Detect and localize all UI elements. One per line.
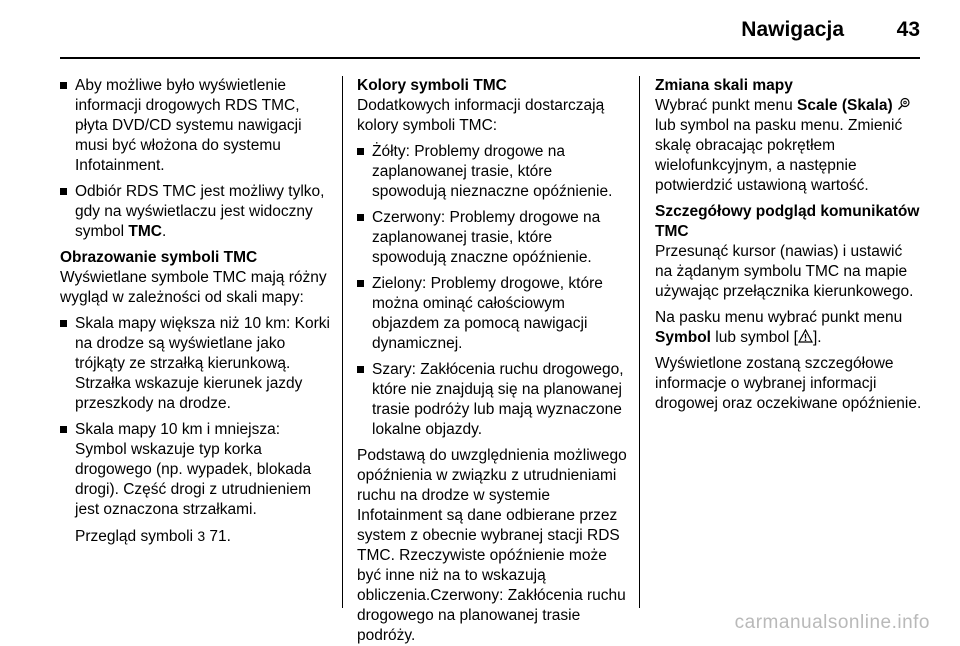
paragraph: Wyświetlone zostaną szczegółowe informacje o wybranej informacji drogowej oraz oczekiwane opóźnienie. [655,355,922,412]
list-item: Żółty: Problemy drogowe na zaplanowanej trasie, które spowodują nieznaczne opóźnienie. [357,142,629,202]
section-heading: Zmiana skali mapy [655,77,793,94]
page-header [0,0,960,60]
section-heading: Kolory symboli TMC [357,77,507,94]
paragraph: Wybrać punkt menu Scale (Skala) lub symbol na pasku menu. Zmienić skalę obracając pokrętłem wielofunkcyjnym, a następnie potwierdzić ustawioną wartość. [655,96,923,196]
list-item: Zielony: Problemy drogowe, które można ominąć całościowym objazdem za pomocą nawigacji dynamicznej. [357,274,629,354]
paragraph: Przesunąć kursor (nawias) i ustawić na żądanym symbolu TMC na mapie używając przełącznika kierunkowego. [655,243,914,300]
list-item: Szary: Zakłócenia ruchu drogowego, które nie znajdują się na planowanej trasie podróży lub mają wyznaczone lokalne objazdy. [357,360,629,440]
page-number: 43 [896,18,920,41]
bullet-icon [357,280,364,287]
paragraph: Wyświetlane symbole TMC mają różny wygląd w zależności od skali mapy: [60,269,327,306]
bullet-icon [60,82,67,89]
list-item: Czerwony: Problemy drogowe na zaplanowanej trasie, które spowodują znaczne opóźnienie. [357,208,629,268]
paragraph: Podstawą do uwzględnienia możliwego opóźnienia w związku z utrudnieniami ruchu na drodze w systemie Infotainment są dane odbierane przez system z obecnie wybranej stacji RDS TMC. Rzeczywiste opóźnienie może być inne niż na to wskazują obliczenia.Czerwony: Zakłócenia ruchu drogowego na planowanej trasie podróży. [357,447,627,644]
watermark: carmanualsonline.info [734,612,930,633]
column-2 [357,76,629,646]
bullet-icon [60,320,67,327]
column-divider-1 [342,76,343,608]
column-1 [60,76,330,553]
paragraph: Dodatkowych informacji dostarczają kolory symboli TMC: [357,97,605,134]
list-item: Aby możliwe było wyświetlenie informacji drogowych RDS TMC, płyta DVD/CD systemu nawigacji musi być włożona do systemu Infotainment. [60,76,330,176]
list-item: Skala mapy większa niż 10 km: Korki na drodze są wyświetlane jako trójkąty ze strzałką kierunkową. Strzałka wskazuje kierunek jazdy przeszkody na drodze. [60,314,330,414]
reference-arrow-icon: 3 [197,528,206,544]
bullet-icon [357,214,364,221]
column-divider-2 [639,76,640,608]
header-rule [60,57,920,59]
list-item: Skala mapy 10 km i mniejsza: Symbol wskazuje typ korka drogowego (np. wypadek, blokada drogi). Część drogi z utrudnieniem jest oznaczona strzałkami. [60,420,330,520]
column-3 [655,76,923,414]
bullet-icon [357,366,364,373]
cross-reference: Przegląd symboli 3 71. [75,528,231,545]
paragraph: Na pasku menu wybrać punkt menu Symbol lub symbol [ ]. [655,309,903,346]
list-item: Odbiór RDS TMC jest możliwy tylko, gdy na wyświetlaczu jest widoczny symbol TMC. [60,182,330,242]
warning-triangle-icon [798,329,813,343]
bullet-icon [357,148,364,155]
section-heading: Szczegółowy podgląd komunikatów TMC [655,203,920,240]
zoom-icon [897,97,911,111]
section-heading: Obrazowanie symboli TMC [60,249,258,266]
bullet-icon [60,188,67,195]
page-title: Nawigacja [741,18,844,41]
bullet-icon [60,426,67,433]
